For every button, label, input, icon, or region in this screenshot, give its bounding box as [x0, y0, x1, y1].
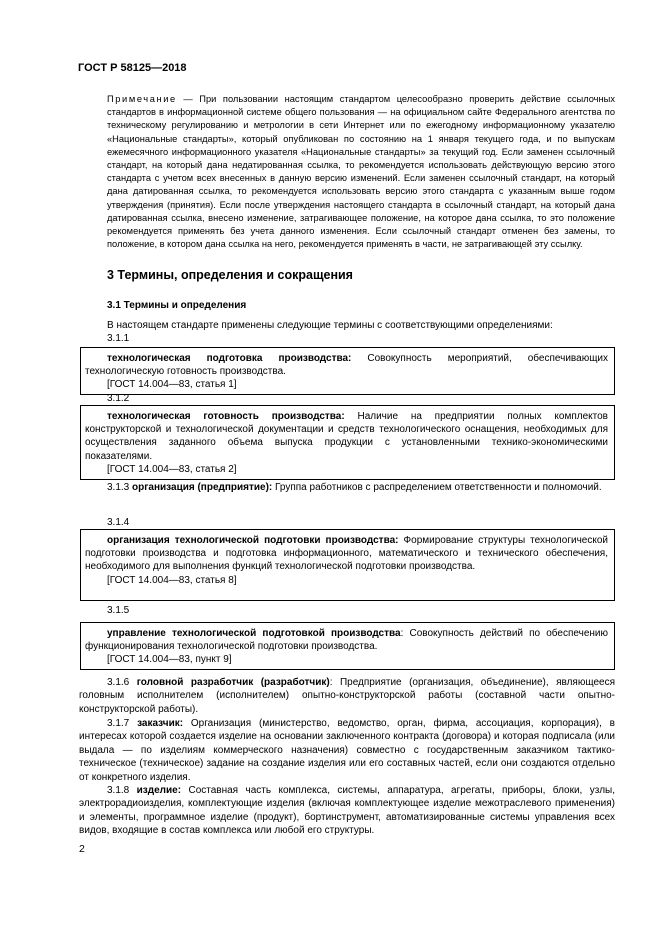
term-name: управление технологической подготовкой производства — [107, 628, 401, 639]
term-definition: Наличие на предприятии полных комплектов конструкторской и технологической документации и средств технологического оснащения, необходимых для осуществления заданного объема выпуска продукции с установленными технико-экономическими показателями. — [85, 411, 608, 462]
term-number: 3.1.6 — [107, 677, 130, 688]
term-name: технологическая готовность производства: — [107, 411, 345, 422]
page-number: 2 — [79, 843, 85, 855]
term-paragraph-313 — [79, 481, 615, 494]
note-lead: Примечание — [107, 94, 177, 104]
document-header: ГОСТ Р 58125—2018 — [78, 62, 187, 74]
term-box-315 — [80, 622, 615, 670]
subsection-title: 3.1 Термины и определения — [107, 300, 247, 311]
term-box-314 — [80, 529, 615, 601]
term-number-315: 3.1.5 — [107, 605, 130, 616]
term-definition: Совокупность мероприятий, обеспечивающих технологическую готовность производства. — [85, 353, 609, 378]
term-paragraph-317 — [79, 717, 615, 784]
term-definition: : Совокупность действий по обеспечению функционирования технологической подготовки производства. — [85, 628, 608, 653]
term-number-312: 3.1.2 — [107, 393, 130, 404]
term-reference: [ГОСТ 14.004—83, пункт 9] — [107, 654, 232, 666]
term-box-312 — [80, 405, 615, 480]
term-name: головной разработчик (разработчик) — [136, 677, 330, 688]
term-definition: Формирование структуры технологической подготовки производства и подготовка информационного, математического и технического обеспечения, необходимого для выполнения функций технологической подготовки производства. — [85, 535, 609, 573]
term-name: организация (предприятие): — [132, 482, 273, 493]
term-number: 3.1.3 — [107, 482, 130, 493]
term-name: технологическая подготовка производства: — [107, 353, 352, 364]
term-name: изделие: — [136, 785, 182, 796]
note-text: — При пользовании настоящим стандартом целесообразно проверить действие ссылочных стандартов в информационной системе общего пользования — на официальном сайте Федерального агентства по техническому регулированию и метрологии в сети Интернет или по ежегодному информационному указателю «Национальные стандарты», который опубликован по состоянию на 1 января текущего года, и по выпускам ежемесячного информационного указателя «Национальные стандарты» за текущий год. Если заменен ссылочный стандарт, на который дана недатированная ссылка, то рекомендуется использовать действующую версию этого стандарта с учетом всех внесенных в данную версию изменений. Если заменен ссылочный стандарт, на который дана датированная ссылка, то рекомендуется использовать версию этого стандарта с указанным выше годом утверждения (принятия). Если после утверждения настоящего стандарта в ссылочный стандарт, на который дана датированная ссылка, внесено изменение, затрагивающее положение, на которое дана ссылка, то это положение рекомендуется применять без учета данного изменения. Если ссылочный стандарт отменен без замены, то положение, в котором дана ссылка на него, рекомендуется применять в части, не затрагивающей эту ссылку. — [107, 94, 615, 250]
term-box-311 — [80, 347, 615, 395]
term-definition: Организация (министерство, ведомство, орган, фирма, ассоциация, корпорация), в интересах которой создается изделие на основании заключенного контракта (договора) и которая подписала (или выдала — по изделиям коммерческого назначения) совместно с государственным заказчиком тактико-техническое (техническое) задание на создание изделия или его составных частей, если они создаются отдельно от конкретного изделия. — [79, 718, 615, 783]
term-paragraph-316 — [79, 676, 615, 716]
term-definition: : Предприятие (организация, объединение), являющееся головным исполнителем (исполнителем) опытно-конструкторской работы (составной части опытно-конструкторской работы). — [79, 677, 616, 715]
term-reference: [ГОСТ 14.004—83, статья 2] — [107, 463, 237, 475]
term-name: заказчик: — [137, 718, 184, 729]
term-definition: Группа работников с распределением ответственности и полномочий. — [272, 482, 602, 493]
term-number-311: 3.1.1 — [107, 333, 130, 344]
reference-note — [107, 93, 615, 251]
intro-paragraph: В настоящем стандарте применены следующие термины с соответствующими определениями: — [107, 320, 553, 331]
term-reference: [ГОСТ 14.004—83, статья 1] — [107, 379, 237, 391]
term-number-314: 3.1.4 — [107, 517, 130, 528]
term-number: 3.1.7 — [107, 718, 130, 729]
term-definition: Составная часть комплекса, системы, аппаратура, агрегаты, приборы, блоки, узлы, электрорадиоизделия, комплектующие изделия (включая комплектующее изделие межотраслевого применения) и элементы, программное изделие (продукт), бортинструмент, автоматизированные системы управления всех видов, входящие в состав комплекса или любой его структуры. — [79, 785, 616, 837]
section-title: 3 Термины, определения и сокращения — [107, 268, 353, 282]
term-number: 3.1.8 — [107, 785, 130, 796]
term-name: организация технологической подготовки производства: — [107, 535, 399, 546]
term-paragraph-318 — [79, 784, 615, 838]
term-reference: [ГОСТ 14.004—83, статья 8] — [107, 574, 237, 586]
